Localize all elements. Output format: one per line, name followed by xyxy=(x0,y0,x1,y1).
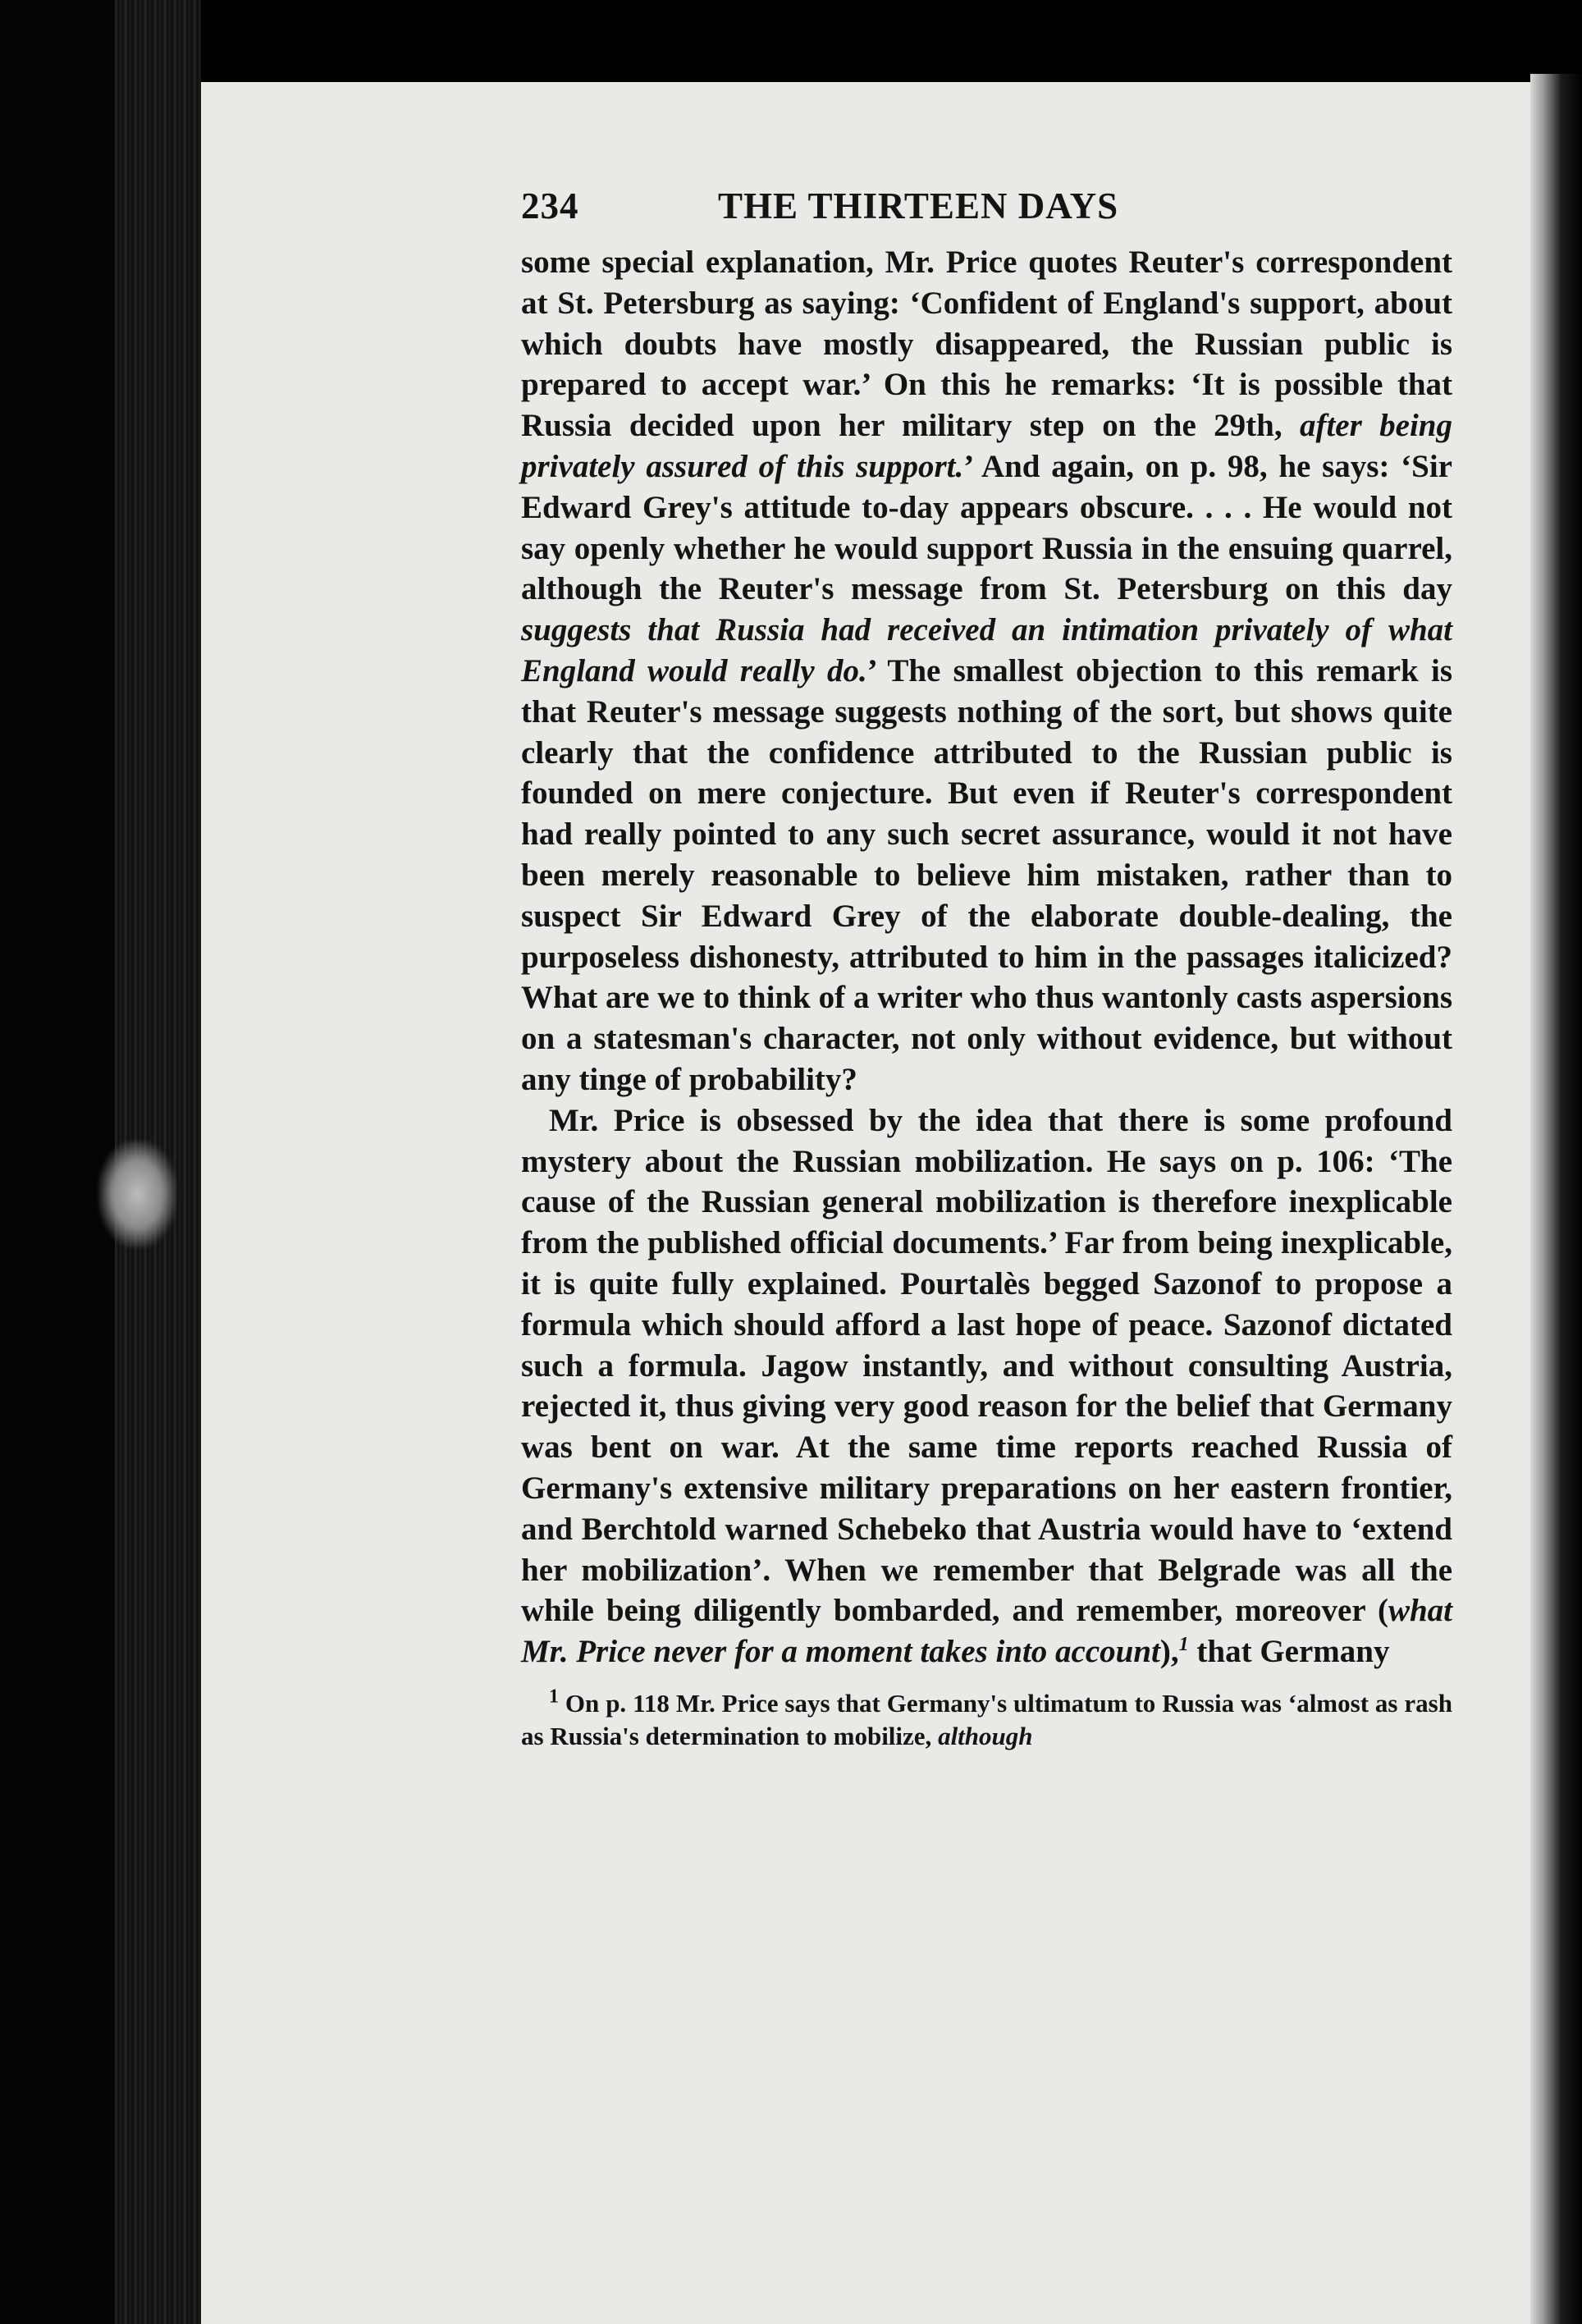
running-title: THE THIRTEEN DAYS xyxy=(718,185,1119,226)
text-run: ’ And again, on p. 98, he says: ‘Sir Edward Grey's attitude to-day appears obscure. . . . He would not say openly whether he would support Russia in the ensuing quarrel, although the Reuter's message from St. Petersburg on this day xyxy=(521,448,1452,607)
page-smudge xyxy=(98,1141,176,1247)
text-block xyxy=(521,185,1452,1753)
paragraph-2 xyxy=(521,1100,1452,1672)
text-run: that Germany xyxy=(1188,1634,1390,1670)
footnote-marker: 1 xyxy=(549,1686,559,1708)
page-number: 234 xyxy=(521,185,579,226)
text-run: some special explanation, Mr. Price quotes Reuter's correspondent at St. Petersburg as saying: ‘Confident of England's support, about which doubts have mostly disappeared, the Russian public is prepared to accept war.’ On this he remarks: ‘It is possible that Russia decided upon her military step on the 29th, xyxy=(521,245,1452,444)
running-head xyxy=(521,185,1452,242)
italic-text: although xyxy=(938,1721,1033,1750)
text-run: Mr. Price is obsessed by the idea that there is some profound mystery about the Russian mobilization. He says on p. 106: ‘The cause of the Russian general mobilization is therefore inexplicable from the published official documents.’ Far from being inexplicable, it is quite fully explained. Pourtalès begged Sazonof to propose a formula which should afford a last hope of peace. Sazonof dictated such a formula. Jagow instantly, and without consulting Austria, rejected it, thus giving very good reason for the belief that Germany was bent on war. At the same time reports reached Russia of Germany's extensive military preparations on her eastern frontier, and Berchtold warned Schebeko that Austria would have to ‘extend her mobilization’. When we remember that Belgrade was all the while being diligently bombarded, and remember, moreover ( xyxy=(521,1102,1452,1629)
text-run: On p. 118 Mr. Price says that Germany's ultimatum to Russia was ‘almost as rash as Russia's determination to mobilize, xyxy=(521,1688,1452,1750)
text-run: ’ The smallest objection to this remark is that Reuter's message suggests nothing of the sort, but shows quite clearly that the confidence attributed to the Russian public is founded on mere conjecture. But even if Reuter's correspondent had really pointed to any such secret assurance, would it not have been merely reasonable to believe him mistaken, rather than to suspect Sir Edward Grey of the elaborate double-dealing, the purposeless dishonesty, attributed to him in the passages italicized? What are we to think of a writer who thus wantonly casts aspersions on a statesman's character, not only without evidence, but without any tinge of probability? xyxy=(521,652,1452,1097)
footnote xyxy=(521,1687,1452,1753)
text-run: ), xyxy=(1159,1634,1179,1670)
spine-shadow xyxy=(0,0,115,2324)
italic-text: after being privately assured of this support. xyxy=(521,408,1452,484)
italic-text: suggests that Russia had received an intimation privately of what England would really do. xyxy=(521,612,1452,689)
italic-text: what Mr. Price never for a moment takes into account xyxy=(521,1593,1452,1670)
footnote-marker: 1 xyxy=(1178,1634,1189,1656)
body-text xyxy=(521,242,1452,1672)
paragraph-1 xyxy=(521,242,1452,1100)
page-edge xyxy=(1530,74,1582,2324)
